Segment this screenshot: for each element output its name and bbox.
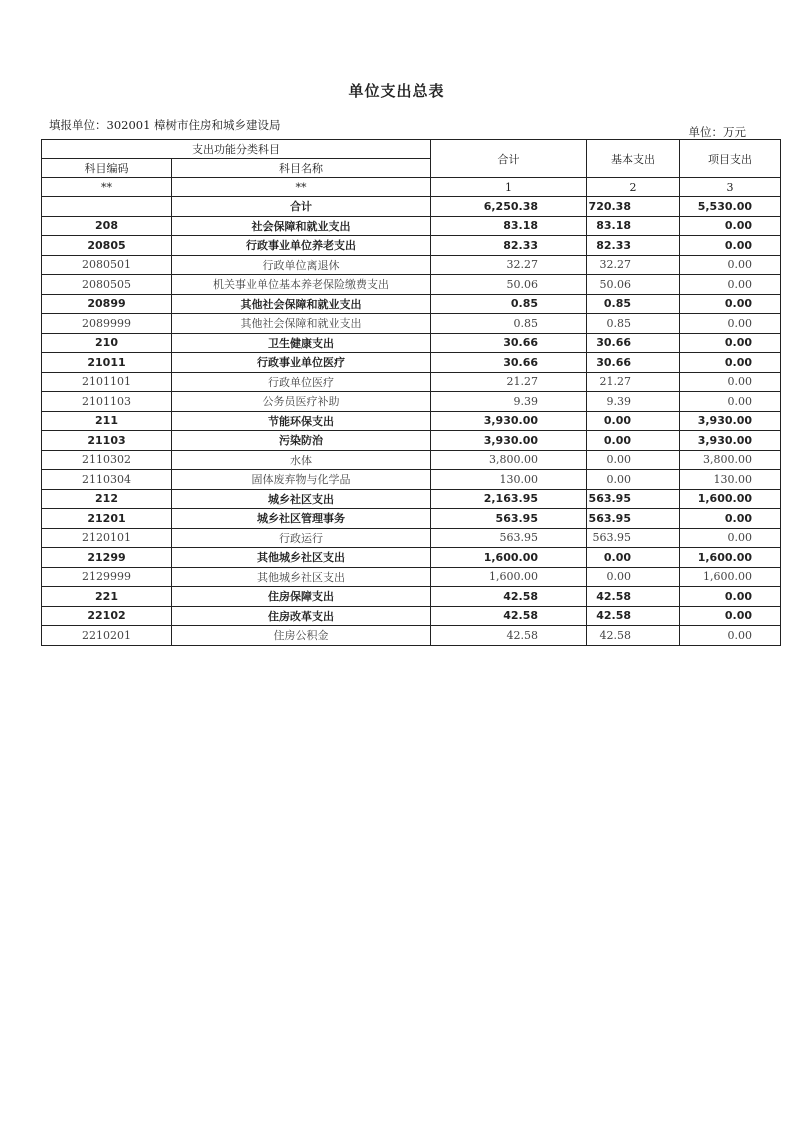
cell-total: 1,600.00 (431, 548, 587, 568)
table-row (42, 431, 781, 451)
header-basic: 基本支出 (587, 140, 680, 178)
cell-code: 211 (42, 411, 172, 431)
page-title: 单位支出总表 (348, 82, 445, 100)
cell-basic: 563.95 (587, 528, 680, 548)
cell-code: 20805 (42, 236, 172, 256)
cell-name: 行政单位医疗 (172, 372, 431, 392)
cell-total: 3,930.00 (431, 411, 587, 431)
cell-project: 5,530.00 (680, 197, 781, 217)
cell-basic: 42.58 (587, 587, 680, 607)
cell-name: 污染防治 (172, 431, 431, 451)
cell-name: 行政事业单位养老支出 (172, 236, 431, 256)
cell-basic: 83.18 (587, 216, 680, 236)
cell-project: 1,600.00 (680, 567, 781, 587)
cell-code: 208 (42, 216, 172, 236)
cell-project: 0.00 (680, 314, 781, 334)
cell-total: 1,600.00 (431, 567, 587, 587)
cell-total: 0.85 (431, 294, 587, 314)
cell-basic: 0.00 (587, 411, 680, 431)
table-row (42, 372, 781, 392)
index-code: ** (42, 178, 172, 197)
index-name: ** (172, 178, 431, 197)
cell-name: 其他城乡社区支出 (172, 548, 431, 568)
cell-total: 30.66 (431, 333, 587, 353)
table-row (42, 528, 781, 548)
table-row (42, 548, 781, 568)
table-row (42, 236, 781, 256)
table-row (42, 606, 781, 626)
cell-project: 1,600.00 (680, 489, 781, 509)
cell-basic: 563.95 (587, 509, 680, 529)
cell-total: 50.06 (431, 275, 587, 295)
cell-basic: 0.00 (587, 567, 680, 587)
cell-code: 210 (42, 333, 172, 353)
cell-name: 社会保障和就业支出 (172, 216, 431, 236)
cell-name: 固体废弃物与化学品 (172, 470, 431, 490)
cell-total: 42.58 (431, 626, 587, 646)
header-name: 科目名称 (172, 159, 431, 178)
fill-unit-label: 填报单位：302001 樟树市住房和城乡建设局 (49, 118, 281, 132)
cell-total: 563.95 (431, 509, 587, 529)
cell-name: 行政运行 (172, 528, 431, 548)
cell-name: 住房公积金 (172, 626, 431, 646)
cell-project: 0.00 (680, 236, 781, 256)
cell-project: 3,930.00 (680, 411, 781, 431)
cell-project: 0.00 (680, 372, 781, 392)
cell-total: 0.85 (431, 314, 587, 334)
cell-project: 130.00 (680, 470, 781, 490)
cell-basic: 42.58 (587, 626, 680, 646)
cell-project: 3,800.00 (680, 450, 781, 470)
cell-total: 6,250.38 (431, 197, 587, 217)
cell-basic: 9.39 (587, 392, 680, 412)
cell-project: 0.00 (680, 255, 781, 275)
cell-total: 3,800.00 (431, 450, 587, 470)
table-row (42, 255, 781, 275)
table-row (42, 314, 781, 334)
table-row (42, 333, 781, 353)
table-row (42, 294, 781, 314)
cell-project: 0.00 (680, 528, 781, 548)
cell-project: 1,600.00 (680, 548, 781, 568)
table-row (42, 587, 781, 607)
cell-name: 行政事业单位医疗 (172, 353, 431, 373)
header-code: 科目编码 (42, 159, 172, 178)
table-body (42, 197, 781, 646)
cell-project: 0.00 (680, 216, 781, 236)
cell-basic: 0.00 (587, 431, 680, 451)
cell-basic: 0.00 (587, 470, 680, 490)
cell-name: 卫生健康支出 (172, 333, 431, 353)
cell-basic: 0.00 (587, 548, 680, 568)
table-row (42, 353, 781, 373)
cell-name: 节能环保支出 (172, 411, 431, 431)
cell-total: 3,930.00 (431, 431, 587, 451)
cell-name: 住房保障支出 (172, 587, 431, 607)
table-row (42, 470, 781, 490)
cell-project: 0.00 (680, 392, 781, 412)
expenditure-table (41, 139, 781, 646)
table-row (42, 411, 781, 431)
cell-name: 公务员医疗补助 (172, 392, 431, 412)
cell-name: 城乡社区管理事务 (172, 509, 431, 529)
index-total: 1 (431, 178, 587, 197)
cell-name: 行政单位离退休 (172, 255, 431, 275)
cell-basic: 0.85 (587, 314, 680, 334)
cell-project: 0.00 (680, 275, 781, 295)
cell-project: 0.00 (680, 606, 781, 626)
cell-total: 42.58 (431, 587, 587, 607)
cell-name: 合计 (172, 197, 431, 217)
currency-unit-label: 单位：万元 (688, 125, 746, 139)
cell-code: 2210201 (42, 626, 172, 646)
cell-basic: 32.27 (587, 255, 680, 275)
table-row (42, 197, 781, 217)
cell-code: 21103 (42, 431, 172, 451)
cell-total: 130.00 (431, 470, 587, 490)
cell-project: 0.00 (680, 353, 781, 373)
cell-code: 22102 (42, 606, 172, 626)
cell-code: 21011 (42, 353, 172, 373)
cell-basic: 0.85 (587, 294, 680, 314)
cell-code: 2120101 (42, 528, 172, 548)
cell-total: 83.18 (431, 216, 587, 236)
table-row (42, 216, 781, 236)
cell-name: 城乡社区支出 (172, 489, 431, 509)
index-project: 3 (680, 178, 781, 197)
cell-basic: 30.66 (587, 353, 680, 373)
table-row (42, 450, 781, 470)
cell-total: 30.66 (431, 353, 587, 373)
cell-code: 2110304 (42, 470, 172, 490)
cell-project: 0.00 (680, 587, 781, 607)
cell-total: 82.33 (431, 236, 587, 256)
cell-total: 32.27 (431, 255, 587, 275)
table-row (42, 275, 781, 295)
cell-project: 0.00 (680, 294, 781, 314)
cell-name: 其他城乡社区支出 (172, 567, 431, 587)
table-row (42, 489, 781, 509)
cell-code: 2080501 (42, 255, 172, 275)
cell-project: 3,930.00 (680, 431, 781, 451)
cell-code: 20899 (42, 294, 172, 314)
cell-basic: 21.27 (587, 372, 680, 392)
cell-code: 2129999 (42, 567, 172, 587)
cell-name: 其他社会保障和就业支出 (172, 294, 431, 314)
cell-code: 212 (42, 489, 172, 509)
cell-name: 其他社会保障和就业支出 (172, 314, 431, 334)
cell-total: 42.58 (431, 606, 587, 626)
cell-project: 0.00 (680, 509, 781, 529)
table-row (42, 567, 781, 587)
table-row (42, 626, 781, 646)
header-function-group: 支出功能分类科目 (42, 140, 431, 159)
cell-basic: 30.66 (587, 333, 680, 353)
cell-basic: 563.95 (587, 489, 680, 509)
cell-code (42, 197, 172, 217)
index-basic: 2 (587, 178, 680, 197)
cell-code: 21299 (42, 548, 172, 568)
cell-basic: 0.00 (587, 450, 680, 470)
cell-name: 机关事业单位基本养老保险缴费支出 (172, 275, 431, 295)
cell-basic: 50.06 (587, 275, 680, 295)
header-total: 合计 (431, 140, 587, 178)
header-project: 项目支出 (680, 140, 781, 178)
cell-code: 21201 (42, 509, 172, 529)
cell-basic: 720.38 (587, 197, 680, 217)
table-row (42, 392, 781, 412)
cell-code: 2089999 (42, 314, 172, 334)
cell-code: 221 (42, 587, 172, 607)
cell-code: 2080505 (42, 275, 172, 295)
cell-code: 2110302 (42, 450, 172, 470)
cell-basic: 82.33 (587, 236, 680, 256)
cell-basic: 42.58 (587, 606, 680, 626)
cell-total: 2,163.95 (431, 489, 587, 509)
cell-project: 0.00 (680, 626, 781, 646)
table-row (42, 509, 781, 529)
cell-total: 21.27 (431, 372, 587, 392)
cell-name: 水体 (172, 450, 431, 470)
cell-code: 2101103 (42, 392, 172, 412)
cell-total: 9.39 (431, 392, 587, 412)
cell-code: 2101101 (42, 372, 172, 392)
cell-project: 0.00 (680, 333, 781, 353)
cell-name: 住房改革支出 (172, 606, 431, 626)
cell-total: 563.95 (431, 528, 587, 548)
